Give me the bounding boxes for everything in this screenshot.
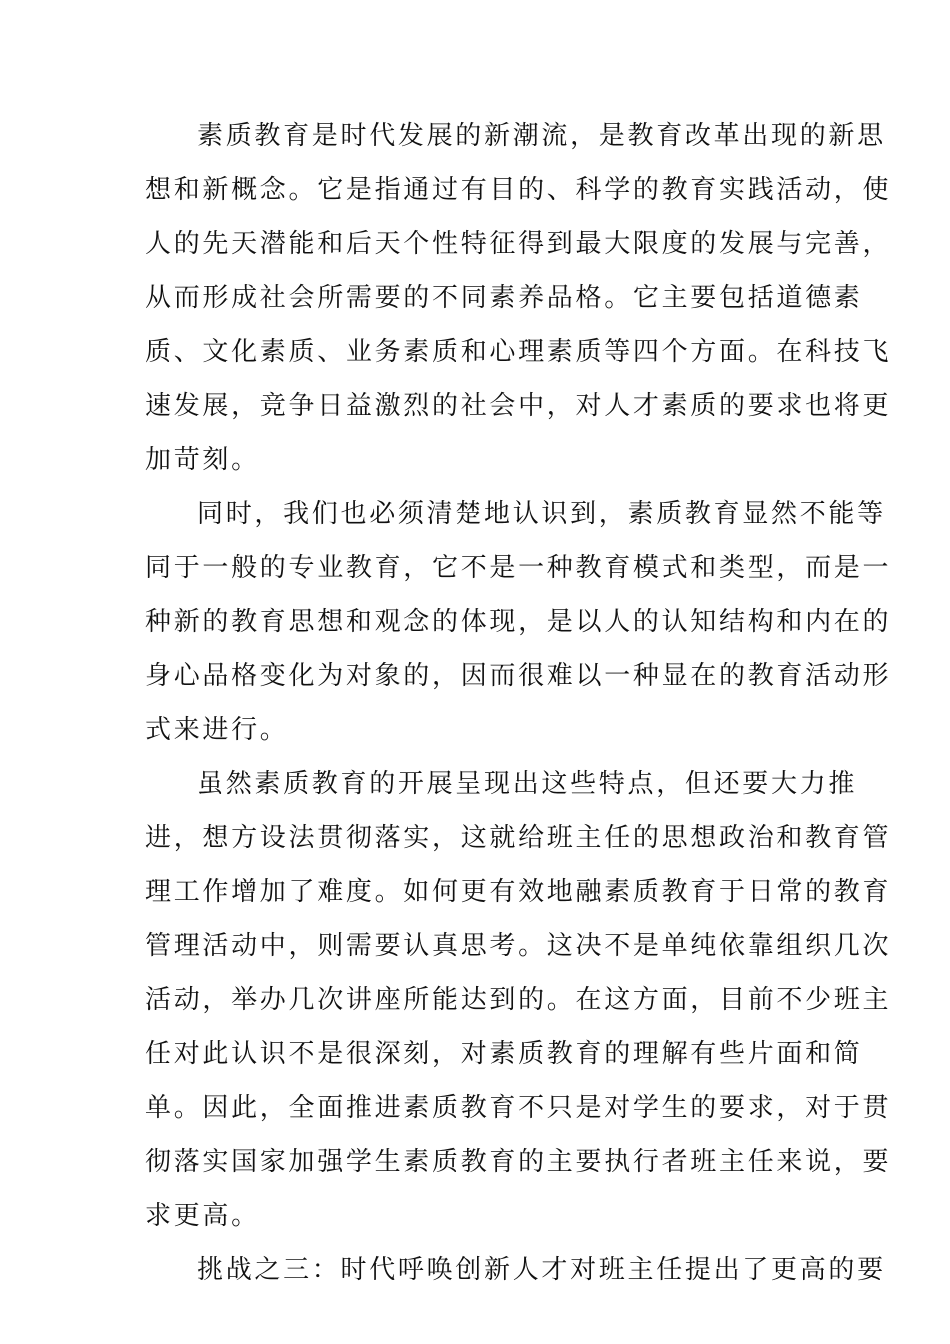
body-text: [145, 112, 892, 1300]
paragraph-3-line-2: 进，想方设法贯彻落实，这就给班主任的思想政治和教育管: [145, 823, 892, 853]
paragraph-3-line-8: 彻落实国家加强学生素质教育的主要执行者班主任来说，要: [145, 1147, 892, 1177]
paragraph-2-line-1: 同时，我们也必须清楚地认识到，素质教育显然不能等: [197, 499, 886, 529]
paragraph-3-line-7: 单。因此，全面推进素质教育不只是对学生的要求，对于贯: [145, 1093, 892, 1123]
paragraph-3-line-3: 理工作增加了难度。如何更有效地融素质教育于日常的教育: [145, 877, 892, 907]
paragraph-1-line-3: 人的先天潜能和后天个性特征得到最大限度的发展与完善，: [145, 229, 892, 259]
paragraph-1-line-5: 质、文化素质、业务素质和心理素质等四个方面。在科技飞: [145, 337, 892, 367]
paragraph-1-line-6: 速发展，竞争日益激烈的社会中，对人才素质的要求也将更: [145, 391, 892, 421]
paragraph-2-line-4: 身心品格变化为对象的，因而很难以一种显在的教育活动形: [145, 661, 892, 691]
paragraph-2-line-3: 种新的教育思想和观念的体现，是以人的认知结构和内在的: [145, 607, 892, 637]
paragraph-3-line-9: 求更高。: [145, 1201, 260, 1231]
paragraph-1-line-1: 素质教育是时代发展的新潮流，是教育改革出现的新思: [197, 121, 886, 151]
paragraph-2-line-2: 同于一般的专业教育，它不是一种教育模式和类型，而是一: [145, 553, 892, 583]
paragraph-3-line-5: 活动，举办几次讲座所能达到的。在这方面，目前不少班主: [145, 985, 892, 1015]
paragraph-3-line-1: 虽然素质教育的开展呈现出这些特点，但还要大力推: [197, 769, 858, 799]
paragraph-3-line-6: 任对此认识不是很深刻，对素质教育的理解有些片面和简: [145, 1039, 863, 1069]
paragraph-1-line-2: 想和新概念。它是指通过有目的、科学的教育实践活动，使: [145, 175, 892, 205]
paragraph-2-line-5: 式来进行。: [145, 715, 289, 745]
paragraph-1-line-7: 加苛刻。: [145, 445, 260, 475]
paragraph-4-line-1: 挑战之三：时代呼唤创新人才对班主任提出了更高的要: [197, 1255, 886, 1285]
paragraph-3-line-4: 管理活动中，则需要认真思考。这决不是单纯依靠组织几次: [145, 931, 892, 961]
paragraph-1-line-4: 从而形成社会所需要的不同素养品格。它主要包括道德素: [145, 283, 863, 313]
